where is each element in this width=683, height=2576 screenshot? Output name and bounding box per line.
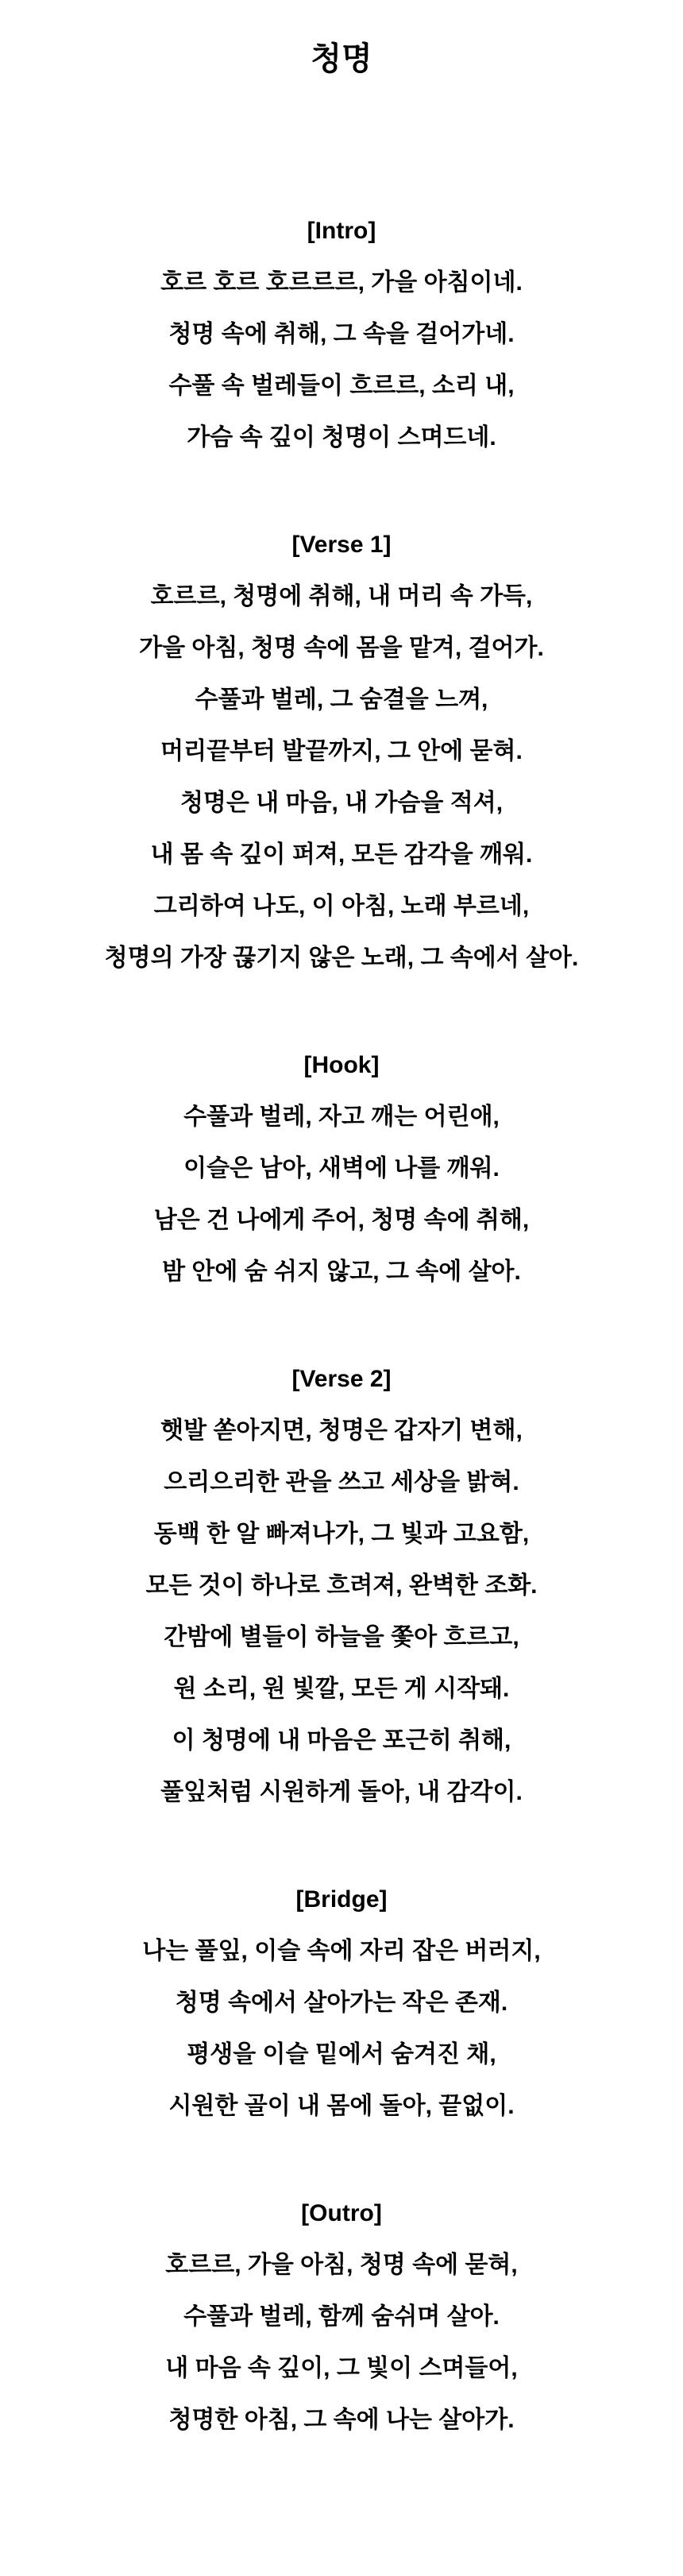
lyric-line: 수풀 속 벌레들이 흐르르, 소리 내, (168, 373, 515, 399)
song-title: 청명 (311, 41, 372, 76)
lyric-line: 청명은 내 마음, 내 가슴을 적셔, (179, 790, 504, 816)
lyric-line: 모든 것이 하나로 흐려져, 완벽한 조화. (145, 1572, 538, 1599)
lyric-line: 청명한 아침, 그 속에 나는 살아가. (168, 2407, 515, 2433)
lyrics-page (0, 33, 683, 2576)
lyric-line: 호르르, 가을 아침, 청명 속에 묻혀, (165, 2252, 518, 2278)
lyrics-section (0, 1874, 683, 2132)
section-label: [Outro] (301, 2200, 382, 2226)
lyrics-section (0, 519, 683, 984)
lyric-line: 내 몸 속 깊이 퍼져, 모든 감각을 깨워. (150, 841, 533, 868)
lyric-line: 풀잎처럼 시원하게 돌아, 내 감각이. (160, 1779, 523, 1805)
section-label: [Intro] (307, 218, 376, 244)
lyric-line: 머리끝부터 발끝까지, 그 안에 묻혀. (160, 738, 523, 764)
lyric-line: 그리하여 나도, 이 아침, 노래 부르네, (153, 893, 530, 919)
lyric-line: 나는 풀잎, 이슬 속에 자리 잡은 버러지, (142, 1938, 541, 1964)
lyric-line: 밤 안에 숨 쉬지 않고, 그 속에 살아. (162, 1259, 521, 1285)
section-label: [Verse 2] (291, 1366, 392, 1392)
lyric-line: 이슬은 남아, 새벽에 나를 깨워. (183, 1155, 500, 1182)
lyric-line: 햇발 쏟아지면, 청명은 갑자기 변해, (160, 1418, 523, 1444)
lyric-line: 시원한 골이 내 몸에 돌아, 끝없이. (168, 2093, 515, 2119)
lyric-line: 수풀과 벌레, 그 숨결을 느껴, (195, 687, 488, 713)
lyric-line: 동백 한 알 빠져나가, 그 빛과 고요함, (153, 1521, 530, 1547)
lyric-line: 가슴 속 깊이 청명이 스며드네. (187, 424, 496, 451)
lyric-line: 청명 속에 취해, 그 속을 걸어가네. (168, 321, 515, 347)
lyric-line: 이 청명에 내 마음은 포근히 취해, (172, 1727, 511, 1754)
lyric-line: 평생을 이슬 밑에서 숨겨진 채, (187, 2041, 496, 2067)
lyric-line: 수풀과 벌레, 함께 숨쉬며 살아. (183, 2303, 500, 2330)
lyric-line: 호르 호르 호르르르, 가을 아침이네. (160, 269, 523, 296)
section-label: [Verse 1] (291, 532, 392, 558)
lyrics-section (0, 205, 683, 463)
lyric-line: 내 마음 속 깊이, 그 빛이 스며들어, (165, 2355, 518, 2381)
lyrics-section (0, 1353, 683, 1818)
lyrics-sections (0, 205, 683, 2446)
lyric-line: 호르르, 청명에 취해, 내 머리 속 가득, (150, 583, 533, 609)
lyric-line: 원 소리, 원 빛깔, 모든 게 시작돼. (173, 1676, 510, 1702)
lyric-line: 청명의 가장 끊기지 않은 노래, 그 속에서 살아. (104, 945, 579, 971)
lyric-line: 간밤에 별들이 하늘을 쫓아 흐르고, (164, 1624, 519, 1650)
lyric-line: 수풀과 벌레, 자고 깨는 어린애, (183, 1104, 500, 1130)
lyric-line: 청명 속에서 살아가는 작은 존재. (175, 1990, 508, 2016)
lyrics-section (0, 1039, 683, 1298)
lyric-line: 으리으리한 관을 쓰고 세상을 밝혀. (164, 1469, 519, 1495)
section-label: [Bridge] (295, 1886, 388, 1913)
lyric-line: 남은 건 나에게 주어, 청명 속에 취해, (153, 1207, 530, 1233)
lyrics-section (0, 2187, 683, 2446)
lyric-line: 가을 아침, 청명 속에 몸을 맡겨, 걸어가. (139, 635, 544, 661)
section-label: [Hook] (303, 1052, 380, 1078)
